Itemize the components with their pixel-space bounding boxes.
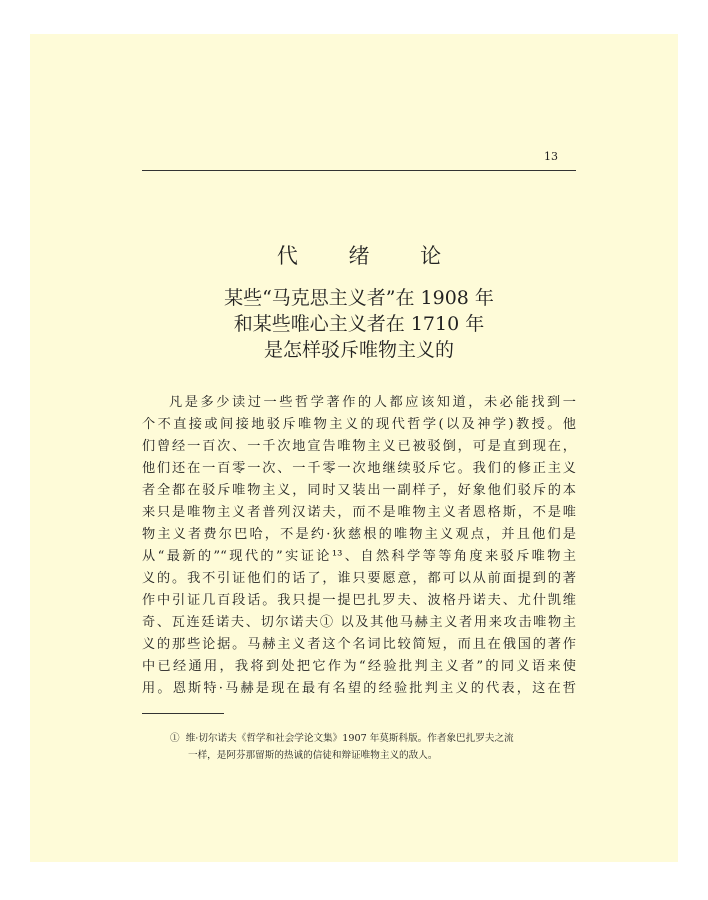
footnote-line: 一样，是阿芬那留斯的热诚的信徒和辩证唯物主义的敌人。 [188,750,438,761]
subtitle-line: 是怎样驳斥唯物主义的 [263,339,454,361]
text-line: 者全都在驳斥唯物主义，同时又装出一副样子，好象他们驳斥的本 [142,483,576,498]
text-line: 奇、瓦连廷诺夫、切尔诺夫① 以及其他马赫主义者用来攻击唯物主 [142,615,576,630]
header-rule [142,170,576,171]
footnote-rule [142,713,224,714]
footnote [170,730,580,764]
text-line: 作中引证几百段话。我只提一提巴扎罗夫、波格丹诺夫、尤什凯维 [142,593,576,608]
text-line: 凡是多少读过一些哲学著作的人都应该知道，未必能找到一 [169,395,576,410]
body-paragraph [142,392,576,700]
text-line: 中已经通用，我将到处把它作为“经验批判主义者”的同义语来使 [142,659,576,674]
text-line: 用。恩斯特·马赫是现在最有名望的经验批判主义的代表，这在哲 [142,681,576,696]
text-line: 义的那些论据。马赫主义者这个名词比较简短，而且在俄国的著作 [142,637,576,652]
text-line: 物主义者费尔巴哈，不是约·狄慈根的唯物主义观点，并且他们是 [142,527,576,542]
text-line: 他们还在一百零一次、一千零一次地继续驳斥它。我们的修正主义 [142,461,576,476]
footnote-line [170,730,580,747]
text-line: 们曾经一百次、一千次地宣告唯物主义已被驳倒，可是直到现在， [142,439,576,454]
text-line: 来只是唯物主义者普列汉诺夫，而不是唯物主义者恩格斯，不是唯 [142,505,576,520]
subtitle-line: 某些“马克思主义者”在 1908 年 [224,287,494,309]
text-line: 义的。我不引证他们的话了，谁只要愿意，都可以从前面提到的著 [142,571,576,586]
footnote-text: 维·切尔诺夫《哲学和社会学论文集》1907 年莫斯科版。作者象巴扎罗夫之流 [185,733,514,744]
text-line: 个不直接或间接地驳斥唯物主义的现代哲学(以及神学)教授。他 [142,417,576,432]
subtitle-line: 和某些唯心主义者在 1710 年 [233,313,485,335]
footnote-marker: ① [170,733,180,744]
chapter-subtitle [142,285,576,363]
page-number: 13 [544,150,558,163]
chapter-title: 代 绪 论 [276,244,464,268]
text-line: 从“最新的”“现代的”实证论¹³、自然科学等等角度来驳斥唯物主 [142,549,576,564]
